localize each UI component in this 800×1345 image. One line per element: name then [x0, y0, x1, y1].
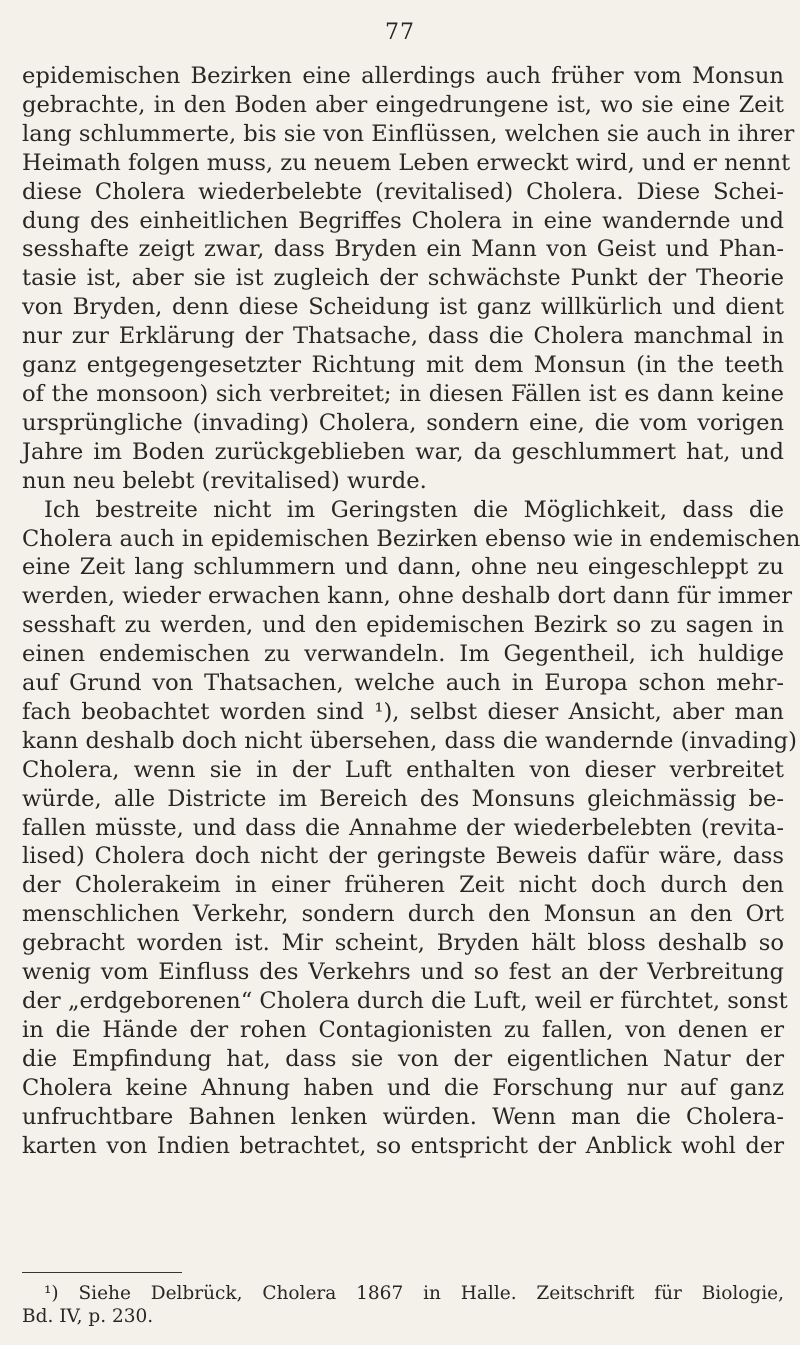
body-line: ursprüngliche (invading) Cholera, sondern eine, die vom vorigen [22, 409, 784, 436]
body-line: sesshafte zeigt zwar, dass Bryden ein Mann von Geist und Phan- [22, 236, 784, 263]
body-line: der „erdgeborenen“ Cholera durch die Luft, weil er fürchtet, sonst [22, 988, 788, 1014]
footnote-line: ¹) Siehe Delbrück, Cholera 1867 in Halle. Zeitschrift für Biologie, [44, 1283, 784, 1304]
body-line: von Bryden, denn diese Scheidung ist ganz willkürlich und dient [22, 294, 784, 321]
body-line: diese Cholera wiederbelebte (revitalised) Cholera. Diese Schei- [22, 178, 784, 205]
body-line: lised) Cholera doch nicht der geringste Beweis dafür wäre, dass [22, 843, 784, 870]
body-line: of the monsoon) sich verbreitet; in diesen Fällen ist es dann keine [22, 380, 784, 407]
body-line: in die Hände der rohen Contagionisten zu fallen, von denen er [22, 1016, 784, 1043]
page-number: 77 [385, 20, 415, 45]
body-line: gebracht worden ist. Mir scheint, Bryden hält bloss deshalb so [22, 930, 784, 957]
body-line: Heimath folgen muss, zu neuem Leben erweckt wird, und er nennt [22, 149, 791, 176]
body-line: Cholera auch in epidemischen Bezirken ebenso wie in endemischen [22, 525, 800, 552]
body-line: Ich bestreite nicht im Geringsten die Möglichkeit, dass die [44, 496, 784, 523]
body-line: Jahre im Boden zurückgeblieben war, da geschlummert hat, und [22, 438, 784, 465]
body-line: tasie ist, aber sie ist zugleich der schwächste Punkt der Theorie [22, 265, 784, 292]
footnotes [22, 1282, 784, 1328]
footnote-line: Bd. IV, p. 230. [22, 1306, 154, 1327]
body-line: werden, wieder erwachen kann, ohne deshalb dort dann für immer [22, 583, 792, 610]
body-text [22, 62, 800, 1160]
footnote-rule [22, 1272, 182, 1273]
body-line: würde, alle Districte im Bereich des Monsuns gleichmässig be- [22, 785, 784, 812]
body-line: wenig vom Einfluss des Verkehrs und so fest an der Verbreitung [22, 959, 784, 986]
body-line: dung des einheitlichen Begriffes Cholera in eine wandernde und [22, 207, 784, 234]
body-line: karten von Indien betrachtet, so entspricht der Anblick wohl der [22, 1132, 784, 1159]
body-line: einen endemischen zu verwandeln. Im Gegentheil, ich huldige [22, 641, 784, 668]
body-line: auf Grund von Thatsachen, welche auch in Europa schon mehr- [22, 670, 784, 697]
body-line: kann deshalb doch nicht übersehen, dass die wandernde (invading) [22, 727, 797, 754]
body-line: ganz entgegengesetzter Richtung mit dem Monsun (in the teeth [22, 352, 784, 379]
body-line: lang schlummerte, bis sie von Einflüssen, welchen sie auch in ihrer [22, 120, 795, 147]
body-line: sesshaft zu werden, und den epidemischen Bezirk so zu sagen in [22, 612, 784, 639]
body-line: eine Zeit lang schlummern und dann, ohne neu eingeschleppt zu [22, 554, 784, 581]
body-line: fallen müsste, und dass die Annahme der wiederbelebten (revita- [22, 814, 784, 841]
body-line: nun neu belebt (revitalised) wurde. [22, 467, 427, 494]
body-line: epidemischen Bezirken eine allerdings auch früher vom Monsun [22, 63, 784, 89]
body-line: gebrachte, in den Boden aber eingedrungene ist, wo sie eine Zeit [22, 91, 784, 118]
body-line: menschlichen Verkehr, sondern durch den Monsun an den Ort [22, 901, 784, 928]
body-line: nur zur Erklärung der Thatsache, dass die Cholera manchmal in [22, 323, 784, 350]
body-line: die Empfindung hat, dass sie von der eigentlichen Natur der [22, 1045, 784, 1072]
body-line: unfruchtbare Bahnen lenken würden. Wenn man die Cholera- [22, 1103, 784, 1130]
body-line: fach beobachtet worden sind ¹), selbst dieser Ansicht, aber man [22, 698, 784, 725]
body-line: Cholera keine Ahnung haben und die Forschung nur auf ganz [22, 1074, 784, 1101]
body-line: der Cholerakeim in einer früheren Zeit nicht doch durch den [22, 872, 784, 899]
body-line: Cholera, wenn sie in der Luft enthalten von dieser verbreitet [22, 756, 784, 783]
